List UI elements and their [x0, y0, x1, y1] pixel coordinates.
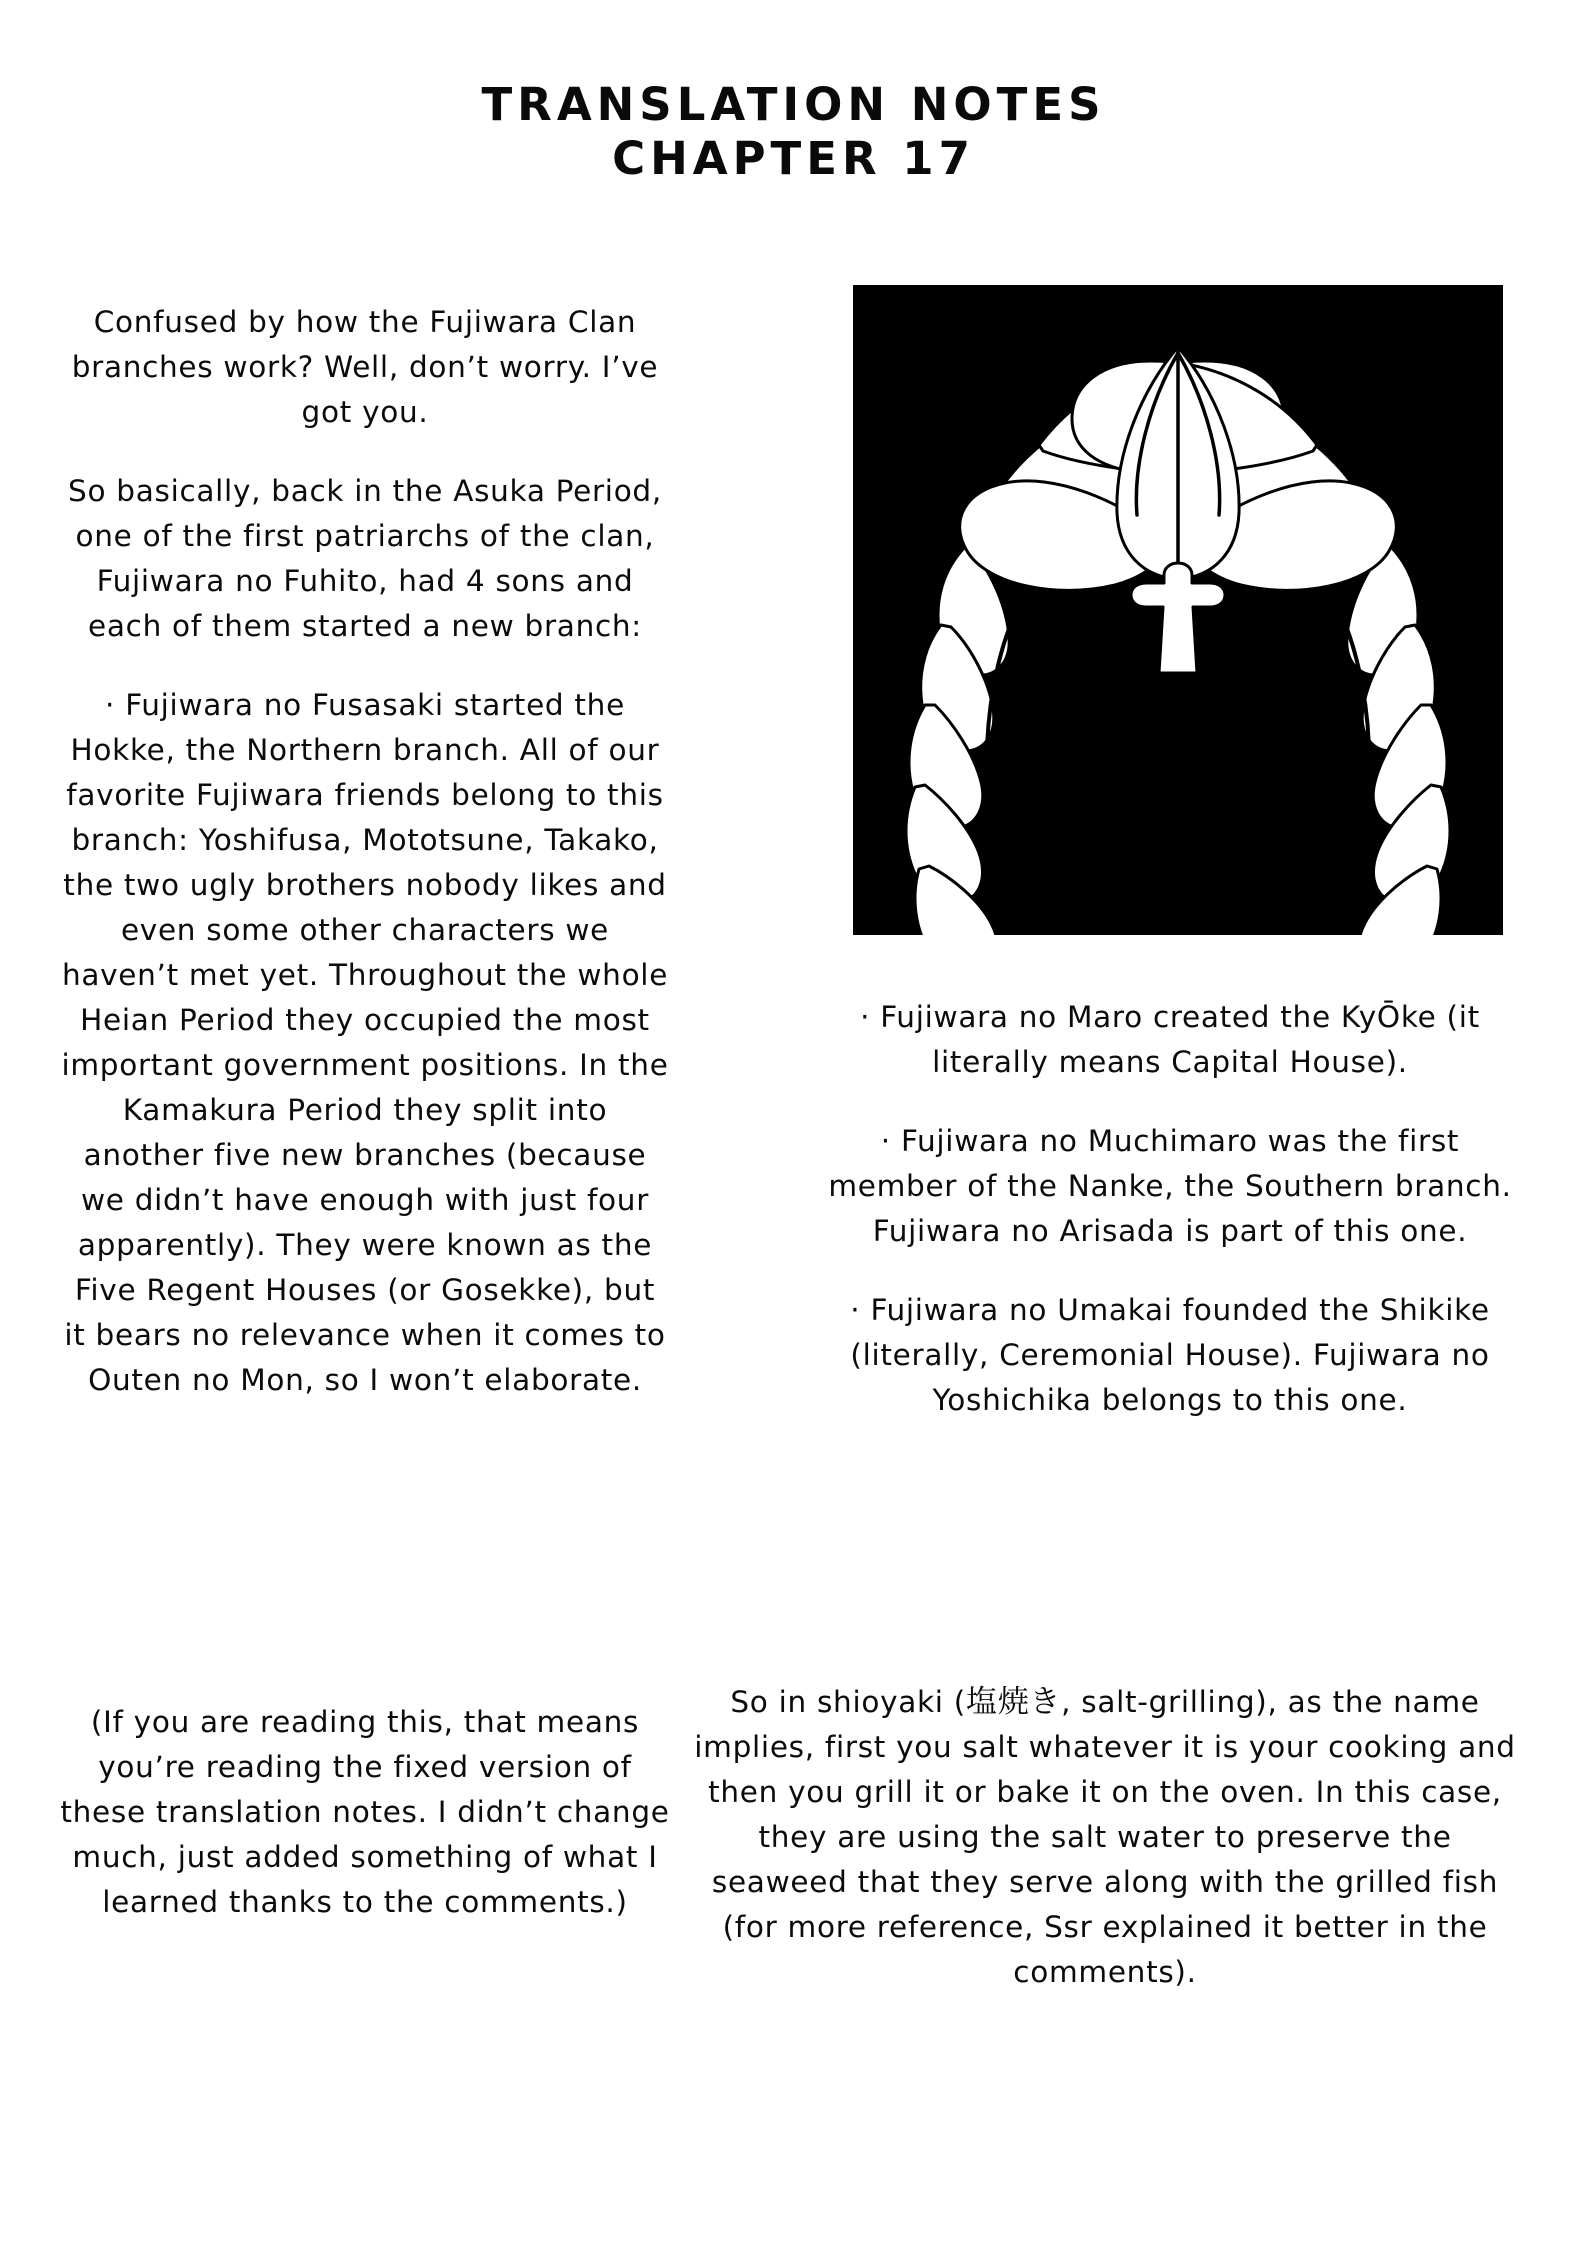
page-title — [0, 78, 1587, 186]
crest-stem-knot — [1131, 563, 1225, 673]
bullet-kyoke: · Fujiwara no Maro created the KyŌke (it literally means Capital House). — [860, 1000, 1480, 1079]
fujiwara-crest-panel — [853, 285, 1503, 935]
paragraph-fixed-version-note: (If you are reading this, that means you’re reading the fixed version of these translation notes. I didn’t change much, just added something of what I learned thanks to the comments.) — [60, 1705, 670, 1919]
title-line-primary: TRANSLATION NOTES — [481, 78, 1106, 131]
title-line-chapter: CHAPTER 17 — [612, 132, 975, 185]
paragraph-hokke-branch: · Fujiwara no Fusasaki started the Hokke, the Northern branch. All of our favorite Fujiwara friends belong to this branch: Yoshifusa, Mototsune, Takako, the two ugly brothers nobody likes and even some other characters we haven’t met yet. Throughout the whole Heian Period they occupied the most important government positions. In the Kamakura Period they split into another five new branches (because we didn’t have enough with just four apparently). They were known as the Five Regent Houses (or Gosekke), but it bears no relevance when it comes to Outen no Mon, so I won’t elaborate. — [61, 688, 669, 1397]
bullet-nanke: · Fujiwara no Muchimaro was the first member of the Nanke, the Southern branch. Fujiwara no Arisada is part of this one. — [828, 1124, 1512, 1248]
shioyaki-text-after: , salt-grilling), as the name implies, first you salt whatever it is your cooking and then you grill it or bake it on the oven. In this case, they are using the salt water to preserve the seaweed that they serve along with the grilled fish (for more reference, Ssr explained it better in the comments). — [694, 1685, 1516, 1989]
sagarifuji-kamon-icon — [853, 285, 1503, 935]
paragraph-shioyaki — [690, 1680, 1520, 1995]
paragraph-intro: Confused by how the Fujiwara Clan branches work? Well, don’t worry. I’ve got you. — [71, 305, 659, 429]
bullet-shikike: · Fujiwara no Umakai founded the Shikike (literally, Ceremonial House). Fujiwara no Yoshichika belongs to this one. — [850, 1293, 1490, 1417]
shioyaki-japanese: 塩焼き — [966, 1684, 1062, 1720]
shioyaki-text-before: So in shioyaki ( — [730, 1685, 966, 1719]
right-text-column — [820, 995, 1520, 1423]
left-bottom-note — [60, 1700, 670, 1925]
right-bottom-note — [690, 1680, 1520, 1995]
paragraph-asuka-period: So basically, back in the Asuka Period, one of the first patriarchs of the clan, Fujiwara no Fuhito, had 4 sons and each of them started a new branch: — [68, 474, 662, 643]
left-text-column — [60, 300, 670, 1403]
